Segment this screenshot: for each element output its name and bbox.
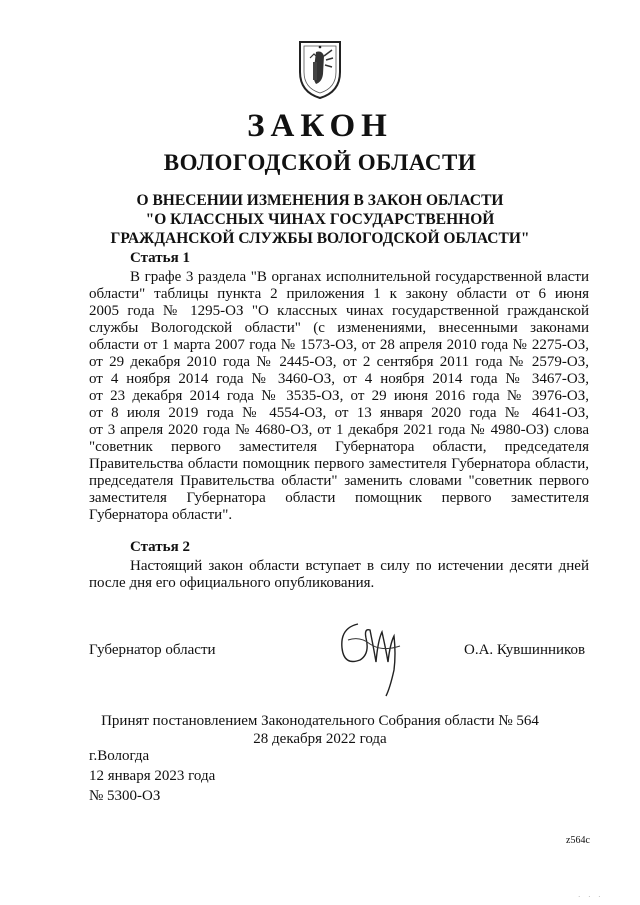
text-line: службы Вологодской области" (с изменениями, внесенными законами bbox=[89, 320, 589, 336]
text-line: В графе 3 раздела "В органах исполнительной государственной власти bbox=[130, 269, 589, 285]
text-line: от 23 декабря 2014 года № 3535-ОЗ, от 29 июня 2016 года № 3976-ОЗ, bbox=[89, 388, 589, 404]
scan-artifact: · · · bbox=[578, 893, 604, 901]
text-line: председателя Правительства области" заменить словами "советник первого bbox=[89, 473, 589, 489]
law-subject-heading bbox=[0, 191, 640, 248]
document-code: z564c bbox=[566, 835, 590, 846]
subject-line: "О КЛАССНЫХ ЧИНАХ ГОСУДАРСТВЕННОЙ bbox=[145, 211, 495, 228]
article-2-text bbox=[89, 558, 589, 592]
text-line: от 3 апреля 2020 года № 4680-ОЗ, от 1 декабря 2021 года № 4980-ОЗ) слова bbox=[89, 422, 589, 438]
signatory-name: О.А. Кувшинников bbox=[464, 642, 586, 658]
text-line: области" таблицы пункта 2 приложения 1 к закону области от 6 июня bbox=[89, 286, 589, 302]
text-line: области от 1 марта 2007 года № 1573-ОЗ, от 28 апреля 2010 года № 2275-ОЗ, bbox=[89, 337, 589, 353]
article-2-heading: Статья 2 bbox=[130, 539, 190, 555]
city: г.Вологда bbox=[89, 748, 150, 764]
text-line: от 4 ноября 2014 года № 3460-ОЗ, от 4 ноября 2014 года № 3467-ОЗ, bbox=[89, 371, 589, 387]
subject-line: О ВНЕСЕНИИ ИЗМЕНЕНИЯ В ЗАКОН ОБЛАСТИ bbox=[136, 192, 504, 209]
article-1-heading: Статья 1 bbox=[130, 250, 190, 266]
text-line: Губернатора области". bbox=[89, 507, 233, 523]
adoption-statement bbox=[0, 712, 640, 748]
adoption-line: Принят постановлением Законодательного Собрания области № 564 bbox=[101, 713, 539, 729]
handwritten-signature bbox=[330, 610, 410, 700]
text-line: от 29 декабря 2010 года № 2445-ОЗ, от 2 сентября 2011 года № 2579-ОЗ, bbox=[89, 354, 589, 370]
place-and-date-block bbox=[89, 746, 215, 806]
signatory-position: Губернатор области bbox=[89, 642, 216, 658]
text-line: заместителя Губернатора области помощник первого заместителя bbox=[89, 490, 589, 506]
adoption-date: 28 декабря 2022 года bbox=[253, 731, 387, 747]
signing-date: 12 января 2023 года bbox=[89, 768, 216, 784]
document-type-title: ЗАКОН bbox=[247, 108, 393, 144]
text-line: 2005 года № 1295-ОЗ "О классных чинах государственной гражданской bbox=[89, 303, 589, 319]
law-number: № 5300-ОЗ bbox=[89, 788, 161, 804]
text-line: Настоящий закон области вступает в силу по истечении десяти дней bbox=[130, 558, 589, 574]
region-title: ВОЛОГОДСКОЙ ОБЛАСТИ bbox=[163, 150, 477, 175]
article-1-text bbox=[89, 269, 589, 524]
subject-line: ГРАЖДАНСКОЙ СЛУЖБЫ ВОЛОГОДСКОЙ ОБЛАСТИ" bbox=[110, 230, 530, 247]
text-line: после дня его официального опубликования. bbox=[89, 575, 375, 591]
text-line: от 8 июля 2019 года № 4554-ОЗ, от 13 января 2020 года № 4641-ОЗ, bbox=[89, 405, 589, 421]
text-line: "советник первого заместителя Губернатора области, председателя bbox=[89, 439, 589, 455]
text-line: Правительства области помощник первого заместителя Губернатора области, bbox=[89, 456, 589, 472]
coat-of-arms-icon bbox=[296, 38, 344, 100]
